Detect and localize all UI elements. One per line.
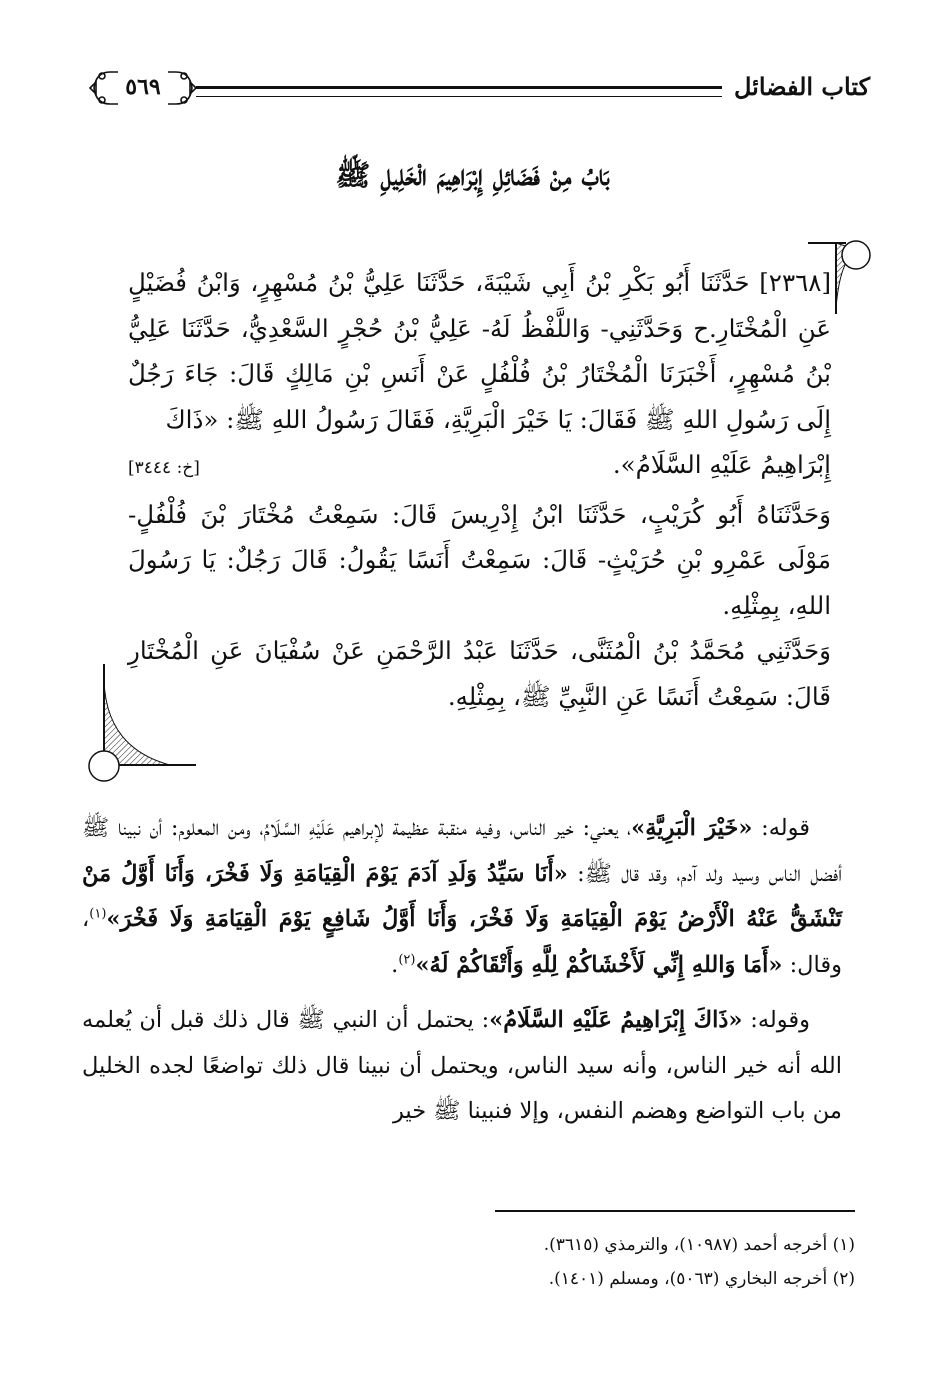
commentary-text: ، يعني: خير الناس، وفيه منقبة عظيمة لإبراهيم عَلَيْهِ السَّلَامُ، ومن المعلوم: أن نبينا ﷺ أفضل الناس وسيد ولد آدم، وقد قال ﷺ: xyxy=(82,815,842,887)
hadith-reference-line xyxy=(128,442,831,492)
quoted-phrase: «ذَاكَ إِبْرَاهِيمُ عَلَيْهِ السَّلَامُ» xyxy=(489,1007,743,1033)
hadith-paragraph: [٢٣٦٨] حَدَّثَنَا أَبُو بَكْرِ بْنُ أَبِي شَيْبَةَ، حَدَّثَنَا عَلِيُّ بْنُ مُسْهِرٍ، وَابْنُ فُضَيْلٍ عَنِ الْمُخْتَارِ.ح وَحَدَّثَنِي- وَاللَّفْظُ لَهُ- عَلِيُّ بْنُ حُجْرٍ السَّعْدِيُّ، حَدَّثَنَا عَلِيُّ بْنُ مُسْهِرٍ، أَخْبَرَنَا الْمُخْتَارُ بْنُ فُلْفُلٍ عَنْ أَنَسِ بْنِ مَالِكٍ قَالَ: جَاءَ رَجُلٌ إِلَى رَسُولِ اللهِ ﷺ فَقَالَ: يَا خَيْرَ الْبَرِيَّةِ، فَقَالَ رَسُولُ اللهِ ﷺ: «ذَاكَ xyxy=(128,268,831,434)
footnote-separator xyxy=(495,1210,855,1212)
commentary-paragraph xyxy=(82,806,842,988)
quoted-hadith: «أَمَا وَاللهِ إِنِّي لَأَخْشَاكُمْ لِلَّهِ وَأَتْقَاكُمْ لَهُ» xyxy=(415,951,783,978)
footnote-marker: (١) xyxy=(89,906,107,922)
commentary-paragraph xyxy=(82,998,842,1135)
commentary-block xyxy=(82,806,842,1135)
commentary-text: وقوله: xyxy=(742,1007,810,1033)
footnote-item: (٢) أخرجه البخاري (٥٠٦٣)، ومسلم (١٤٠١). xyxy=(548,1269,855,1289)
commentary-text: : يحتمل أن النبي ﷺ قال ذلك قبل أن يُعلمه الله أنه خير الناس، وأنه سيد الناس، ويحتمل أن نبينا قال ذلك تواضعًا لجده الخليل من باب التواضع وهضم النفس، وإلا فنبينا ﷺ خير xyxy=(82,1007,842,1124)
quoted-hadith: «أَنَا سَيِّدُ وَلَدِ آدَمَ يَوْمَ الْقِيَامَةِ وَلَا فَخْرَ، وَأَنَا أَوَّلُ مَنْ تَنْشَقُّ عَنْهُ الْأَرْضُ يَوْمَ الْقِيَامَةِ وَلَا فَخْرَ، وَأَنَا أَوَّلُ شَافِعٍ يَوْمَ الْقِيَامَةِ وَلَا فَخْرَ» xyxy=(82,860,842,932)
footnote-marker: (٢) xyxy=(398,952,416,967)
hadith-paragraph: وَحَدَّثَنَاهُ أَبُو كُرَيْبٍ، حَدَّثَنَا ابْنُ إِدْرِيسَ قَالَ: سَمِعْتُ مُخْتَارَ بْنَ فُلْفُلٍ- مَوْلَى عَمْرِو بْنِ حُرَيْثٍ- قَالَ: سَمِعْتُ أَنَسًا يَقُولُ: قَالَ رَجُلٌ: يَا رَسُولَ اللهِ، بِمِثْلِهِ. xyxy=(128,499,831,620)
footnote-item: (١) أخرجه أحمد (١٠٩٨٧)، والترمذي (٣٦١٥). xyxy=(543,1235,855,1255)
reference-code: [خ: ٣٤٤٤] xyxy=(128,458,200,478)
commentary-text: ، وقال: xyxy=(82,906,842,978)
commentary-text: . xyxy=(391,951,399,978)
footnotes xyxy=(255,1228,855,1296)
commentary-text: قوله: xyxy=(752,815,810,841)
hadith-paragraph-end: إِبْرَاهِيمُ عَلَيْهِ السَّلَامُ». xyxy=(612,450,831,479)
chapter-heading: بَابُ مِنْ فَضَائِلِ إِبْرَاهِيمَ الْخَلِيلِ ﷺ xyxy=(335,158,610,192)
quoted-phrase: «خَيْرَ الْبَرِيَّةِ» xyxy=(631,815,753,841)
hadith-block xyxy=(128,260,831,719)
page-number: ٥٦٩ xyxy=(125,74,161,100)
book-title: كتاب الفضائل xyxy=(733,72,870,101)
hadith-paragraph: وَحَدَّثَنِي مُحَمَّدُ بْنُ الْمُثَنَّى، حَدَّثَنَا عَبْدُ الرَّحْمَنِ عَنْ سُفْيَانَ عَنِ الْمُخْتَارِ قَالَ: سَمِعْتُ أَنَسًا عَنِ النَّبِيِّ ﷺ، بِمِثْلِهِ. xyxy=(128,636,831,711)
